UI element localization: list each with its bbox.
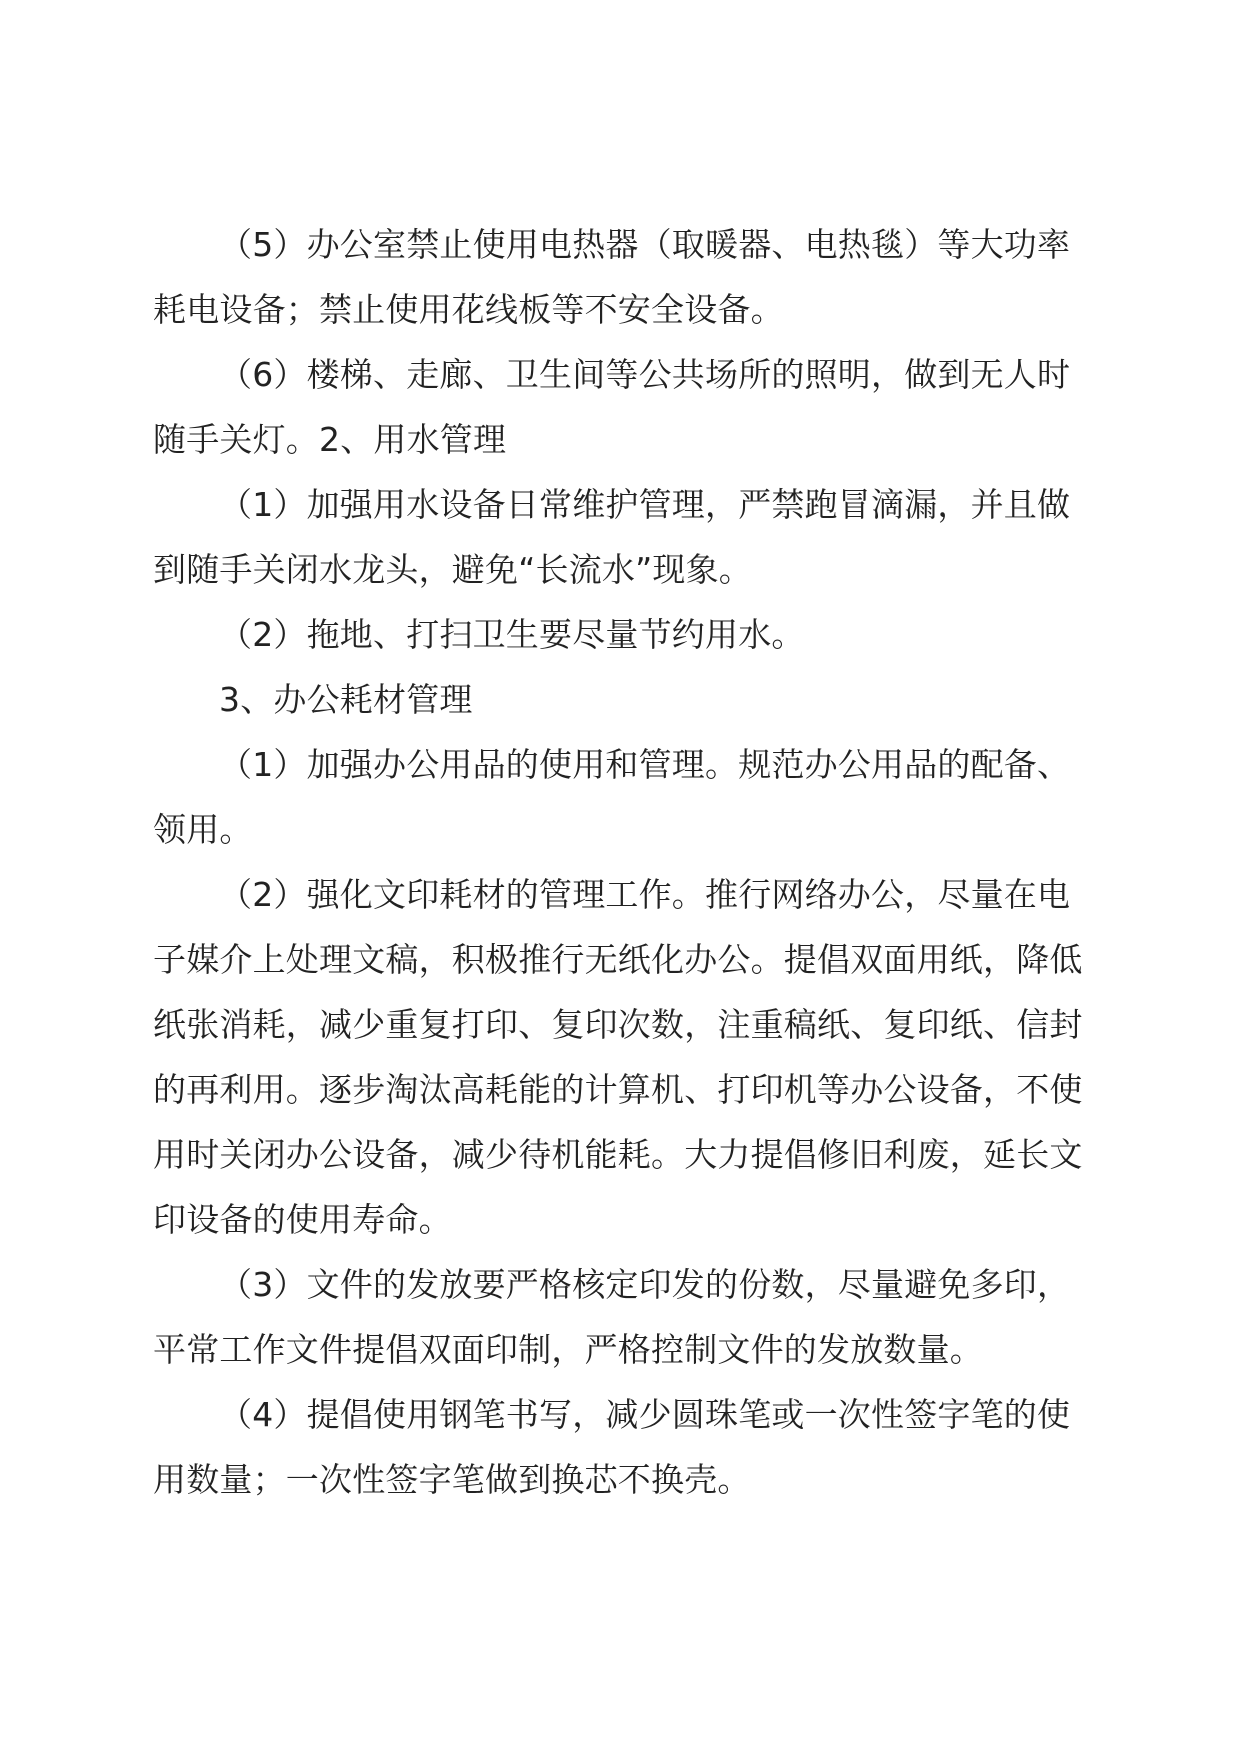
paragraph-printing-consumables: （2）强化文印耗材的管理工作。推行网络办公，尽量在电子媒介上处理文稿，积极推行无纸化办公。提倡双面用纸，降低纸张消耗，减少重复打印、复印次数，注重稿纸、复印纸、信封的再利用。逐步淘汰高耗能的计算机、打印机等办公设备，不使用时关闭办公设备，减少待机能耗。大力提倡修旧利废，延长文印设备的使用寿命。 [153,875,1083,1239]
section-heading-office-supplies: 3、办公耗材管理 [219,680,473,719]
paragraph-pen-usage: （4）提倡使用钢笔书写，减少圆珠笔或一次性签字笔的使用数量；一次性签字笔做到换芯不换壳。 [153,1395,1071,1499]
paragraph-cleaning-water: （2）拖地、打扫卫生要尽量节约用水。 [219,615,805,654]
paragraph-electric-heaters: （5）办公室禁止使用电热器（取暖器、电热毯）等大功率耗电设备；禁止使用花线板等不安全设备。 [153,225,1071,329]
paragraph-water-maintenance: （1）加强用水设备日常维护管理，严禁跑冒滴漏，并且做到随手关闭水龙头，避免“长流水”现象。 [153,485,1071,589]
paragraph-office-supplies: （1）加强办公用品的使用和管理。规范办公用品的配备、领用。 [153,745,1071,849]
paragraph-document-distribution: （3）文件的发放要严格核定印发的份数，尽量避免多印，平常工作文件提倡双面印制，严格控制文件的发放数量。 [153,1265,1071,1369]
document-body [153,212,1098,1512]
paragraph-public-lighting: （6）楼梯、走廊、卫生间等公共场所的照明，做到无人时随手关灯。2、用水管理 [153,355,1071,459]
